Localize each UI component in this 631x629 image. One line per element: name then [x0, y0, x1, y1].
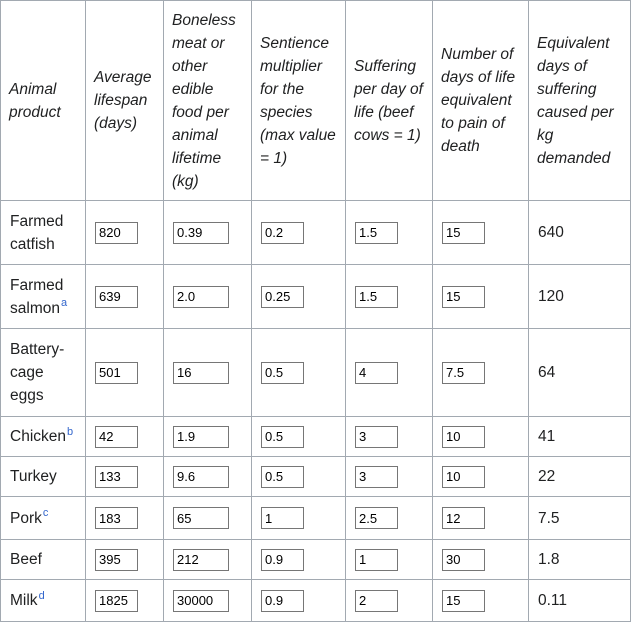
suffering-per-day-cell — [346, 457, 433, 497]
days-pain-of-death-input[interactable] — [442, 362, 485, 384]
header-average-lifespan: Average lifespan (days) — [86, 1, 164, 201]
animal-product-label: Farmed salmon — [10, 276, 64, 317]
header-animal-product: Animal product — [1, 1, 86, 201]
table-row — [1, 457, 631, 497]
lifespan-input[interactable] — [95, 426, 138, 448]
sentience-multiplier-input[interactable] — [261, 362, 304, 384]
days-pain-of-death-cell — [433, 497, 529, 540]
table-row — [1, 417, 631, 457]
lifespan-cell — [86, 580, 164, 622]
equivalent-days-result: 640 — [529, 201, 631, 265]
food-per-lifetime-input[interactable] — [173, 286, 229, 308]
suffering-per-day-input[interactable] — [355, 362, 398, 384]
footnote-link[interactable]: d — [38, 589, 45, 602]
animal-product-cell — [1, 457, 86, 497]
sentience-multiplier-cell — [252, 580, 346, 622]
lifespan-input[interactable] — [95, 590, 138, 612]
days-pain-of-death-cell — [433, 540, 529, 580]
sentience-multiplier-cell — [252, 457, 346, 497]
lifespan-input[interactable] — [95, 362, 138, 384]
animal-product-cell — [1, 265, 86, 329]
days-pain-of-death-cell — [433, 457, 529, 497]
days-pain-of-death-input[interactable] — [442, 466, 485, 488]
suffering-per-day-cell — [346, 580, 433, 622]
equivalent-days-result: 0.11 — [529, 580, 631, 622]
suffering-per-day-input[interactable] — [355, 466, 398, 488]
equivalent-days-result: 64 — [529, 329, 631, 417]
animal-product-label: Turkey — [10, 468, 57, 485]
food-per-lifetime-input[interactable] — [173, 507, 229, 529]
lifespan-input[interactable] — [95, 549, 138, 571]
animal-product-label: Chicken — [10, 428, 66, 445]
lifespan-cell — [86, 417, 164, 457]
animal-product-label: Pork — [10, 509, 42, 527]
animal-product-cell — [1, 329, 86, 417]
lifespan-cell — [86, 201, 164, 265]
footnote-link[interactable]: b — [67, 425, 74, 438]
header-sentience-multiplier: Sentience multiplier for the species (max value = 1) — [252, 1, 346, 201]
food-per-lifetime-cell — [164, 265, 252, 329]
animal-product-cell — [1, 540, 86, 580]
suffering-per-day-input[interactable] — [355, 549, 398, 571]
days-pain-of-death-input[interactable] — [442, 549, 485, 571]
table-row — [1, 497, 631, 540]
animal-product-cell — [1, 201, 86, 265]
table-row — [1, 580, 631, 622]
lifespan-cell — [86, 329, 164, 417]
equivalent-days-result: 22 — [529, 457, 631, 497]
suffering-per-day-cell — [346, 329, 433, 417]
days-pain-of-death-cell — [433, 580, 529, 622]
animal-product-cell — [1, 417, 86, 457]
footnote-link[interactable]: a — [60, 297, 68, 310]
sentience-multiplier-input[interactable] — [261, 466, 304, 488]
food-per-lifetime-input[interactable] — [173, 362, 229, 384]
food-per-lifetime-input[interactable] — [173, 466, 229, 488]
lifespan-cell — [86, 540, 164, 580]
table-row — [1, 265, 631, 329]
food-per-lifetime-cell — [164, 329, 252, 417]
table-body — [1, 201, 631, 622]
sentience-multiplier-cell — [252, 265, 346, 329]
sentience-multiplier-cell — [252, 329, 346, 417]
sentience-multiplier-input[interactable] — [261, 222, 304, 244]
food-per-lifetime-cell — [164, 457, 252, 497]
sentience-multiplier-input[interactable] — [261, 549, 304, 571]
animal-product-label: Battery-cage eggs — [10, 341, 65, 404]
suffering-per-day-input[interactable] — [355, 590, 398, 612]
header-row — [1, 1, 631, 201]
suffering-per-day-cell — [346, 497, 433, 540]
food-per-lifetime-cell — [164, 580, 252, 622]
days-pain-of-death-input[interactable] — [442, 507, 485, 529]
food-per-lifetime-cell — [164, 540, 252, 580]
suffering-per-day-input[interactable] — [355, 286, 398, 308]
animal-product-label: Milk — [10, 592, 38, 609]
sentience-multiplier-input[interactable] — [261, 286, 304, 308]
lifespan-cell — [86, 457, 164, 497]
lifespan-input[interactable] — [95, 286, 138, 308]
table-row — [1, 329, 631, 417]
food-per-lifetime-cell — [164, 417, 252, 457]
sentience-multiplier-input[interactable] — [261, 507, 304, 529]
food-per-lifetime-input[interactable] — [173, 426, 229, 448]
equivalent-days-result: 120 — [529, 265, 631, 329]
food-per-lifetime-input[interactable] — [173, 590, 229, 612]
days-pain-of-death-input[interactable] — [442, 426, 485, 448]
table-row — [1, 201, 631, 265]
days-pain-of-death-cell — [433, 265, 529, 329]
suffering-per-day-input[interactable] — [355, 507, 398, 529]
sentience-multiplier-cell — [252, 540, 346, 580]
suffering-per-day-input[interactable] — [355, 222, 398, 244]
suffering-per-day-cell — [346, 540, 433, 580]
table-row — [1, 540, 631, 580]
animal-product-label: Farmed catfish — [10, 212, 64, 253]
sentience-multiplier-input[interactable] — [261, 426, 304, 448]
lifespan-cell — [86, 265, 164, 329]
header-suffering-per-day: Suffering per day of life (beef cows = 1) — [346, 1, 433, 201]
suffering-per-day-cell — [346, 201, 433, 265]
equivalent-days-result: 1.8 — [529, 540, 631, 580]
sentience-multiplier-input[interactable] — [261, 590, 304, 612]
days-pain-of-death-input[interactable] — [442, 590, 485, 612]
days-pain-of-death-cell — [433, 417, 529, 457]
sentience-multiplier-cell — [252, 201, 346, 265]
footnote-link[interactable]: c — [42, 507, 49, 520]
food-per-lifetime-input[interactable] — [173, 549, 229, 571]
food-per-lifetime-cell — [164, 201, 252, 265]
lifespan-input[interactable] — [95, 222, 138, 244]
header-food-per-lifetime: Boneless meat or other edible food per animal lifetime (kg) — [164, 1, 252, 201]
equivalent-days-result: 7.5 — [529, 497, 631, 540]
days-pain-of-death-input[interactable] — [442, 286, 485, 308]
sentience-multiplier-cell — [252, 497, 346, 540]
days-pain-of-death-cell — [433, 329, 529, 417]
header-equivalent-days: Equivalent days of suffering caused per kg demanded — [529, 1, 631, 201]
equivalent-days-result: 41 — [529, 417, 631, 457]
food-per-lifetime-input[interactable] — [173, 222, 229, 244]
suffering-per-day-cell — [346, 417, 433, 457]
suffering-per-day-cell — [346, 265, 433, 329]
animal-product-cell — [1, 497, 86, 540]
food-per-lifetime-cell — [164, 497, 252, 540]
animal-product-label: Beef — [10, 551, 42, 568]
header-days-pain-of-death: Number of days of life equivalent to pain of death — [433, 1, 529, 201]
lifespan-cell — [86, 497, 164, 540]
lifespan-input[interactable] — [95, 507, 138, 529]
days-pain-of-death-cell — [433, 201, 529, 265]
animal-product-cell — [1, 580, 86, 622]
lifespan-input[interactable] — [95, 466, 138, 488]
days-pain-of-death-input[interactable] — [442, 222, 485, 244]
sentience-multiplier-cell — [252, 417, 346, 457]
suffering-per-day-input[interactable] — [355, 426, 398, 448]
